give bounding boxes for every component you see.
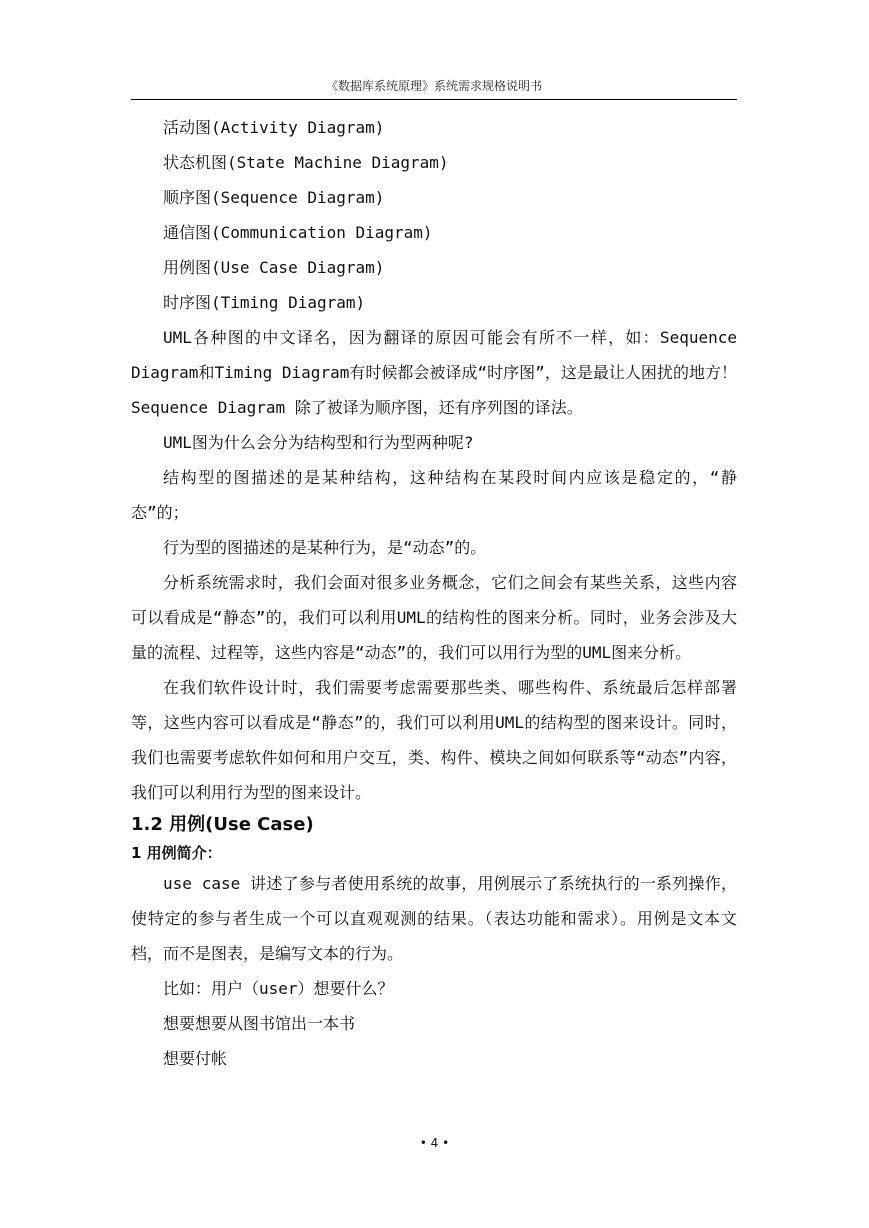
paragraph-design: 在我们软件设计时，我们需要考虑需要那些类、哪些构件、系统最后怎样部署等，这些内容可以看成是“静态”的，我们可以利用UML的结构型的图来设计。同时，我们也需要考虑软件如何和用户交互，类、构件、模块之间如何联系等“动态”内容，我们可以利用行为型的图来设计。 <box>131 678 737 802</box>
running-header: 《数据库系统原理》系统需求规格说明书 <box>325 79 542 93</box>
paragraph-question: UML图为什么会分为结构型和行为型两种呢? <box>163 433 474 452</box>
page-number: • 4 • <box>419 1136 450 1150</box>
diagram-list-item: 状态机图(State Machine Diagram) <box>163 153 449 172</box>
page-content <box>131 110 737 1076</box>
section-heading: 1.2 用例(Use Case) <box>131 814 314 835</box>
paragraph-example-item: 想要付帐 <box>163 1049 228 1068</box>
diagram-list-item: 通信图(Communication Diagram) <box>163 223 433 242</box>
subsection-heading: 1 用例简介： <box>131 844 222 862</box>
paragraph-example-item: 想要想要从图书馆出一本书 <box>163 1014 356 1033</box>
paragraph-translation-note: UML各种图的中文译名，因为翻译的原因可能会有所不一样，如：Sequence Diagram和Timing Diagram有时候都会被译成“时序图”，这是最让人困扰的地方！Sequence Diagram 除了被译为顺序图，还有序列图的译法。 <box>131 328 737 417</box>
diagram-list-item: 时序图(Timing Diagram) <box>163 293 366 312</box>
paragraph-behavioral: 行为型的图描述的是某种行为，是“动态”的。 <box>163 538 487 557</box>
paragraph-analysis: 分析系统需求时，我们会面对很多业务概念，它们之间会有某些关系，这些内容可以看成是“静态”的，我们可以利用UML的结构性的图来分析。同时，业务会涉及大量的流程、过程等，这些内容是“动态”的，我们可以用行为型的UML图来分析。 <box>131 573 737 662</box>
paragraph-structural: 结构型的图描述的是某种结构，这种结构在某段时间内应该是稳定的，“静态”的； <box>131 468 737 522</box>
paragraph-use-case: use case 讲述了参与者使用系统的故事，用例展示了系统执行的一系列操作，使特定的参与者生成一个可以直观观测的结果。（表达功能和需求）。用例是文本文档，而不是图表，是编写文本的行为。 <box>131 874 737 963</box>
header-rule <box>131 99 737 100</box>
paragraph-example: 比如：用户（user）想要什么？ <box>163 979 394 998</box>
diagram-list-item: 用例图(Use Case Diagram) <box>163 258 385 277</box>
diagram-list-item: 顺序图(Sequence Diagram) <box>163 188 385 207</box>
diagram-list-item: 活动图(Activity Diagram) <box>163 118 385 137</box>
